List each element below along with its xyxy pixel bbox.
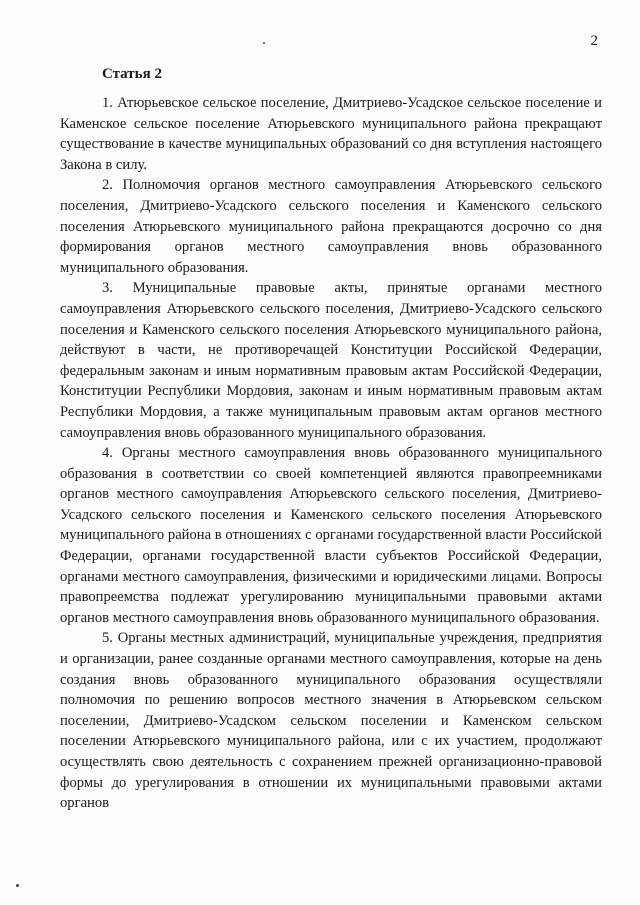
page-number: 2: [590, 33, 598, 49]
scan-speck: [263, 42, 265, 44]
paragraph-4: 4. Органы местного самоуправления вновь образованного муниципального образования в соответствии со своей компетенцией являются правопреемниками органов местного самоуправления Атюрьевского сельского поселения, Дмитриево-Усадского сельского поселения и Каменского сельского поселения Атюрьевского муниципального района в отношениях с органами государственной власти Российской Федерации, органами государственной власти субъектов Российской Федерации, органами местного самоуправления, физическими и юридическими лицами. Вопросы правопреемства подлежат урегулированию муниципальными правовыми актами органов местного самоуправления вновь образованного муниципального образования.: [60, 445, 602, 626]
paragraph-1: 1. Атюрьевское сельское поселение, Дмитриево-Усадское сельское поселение и Каменское сельское поселение Атюрьевского муниципального района прекращают существование в качестве муниципальных образований со дня вступления настоящего Закона в силу.: [60, 95, 602, 173]
paragraph-2: 2. Полномочия органов местного самоуправления Атюрьевского сельского поселения, Дмитриево-Усадского сельского поселения и Каменского сельского поселения Атюрьевского муниципального района прекращаются досрочно со дня формирования органов местного самоуправления вновь образованного муниципального образования.: [60, 177, 602, 276]
paragraph-3: 3. Муниципальные правовые акты, принятые органами местного самоуправления Атюрьевского сельского поселения, Дмитриево-Усадского сельского поселения и Каменского сельского поселения Атюрьевского муниципального района, действуют в части, не противоречащей Конституции Российской Федерации, федеральным законам и иным нормативным правовым актам Российской Федерации, Конституции Республики Мордовия, законам и иным нормативным правовым актам Республики Мордовия, а также муниципальным правовым актам органов местного самоуправления вновь образованного муниципального образования.: [60, 280, 602, 441]
paragraph-5: 5. Органы местных администраций, муниципальные учреждения, предприятия и организации, ранее созданные органами местного самоуправления, которые на день создания вновь образованного муниципального образования осуществляли полномочия по решению вопросов местного значения в Атюрьевском сельском поселении, Дмитриево-Усадском сельском поселении и Каменском сельском поселении Атюрьевского муниципального района, или с их участием, продолжают осуществлять свою деятельность с сохранением прежней организационно-правовой формы до урегулирования в отношении их муниципальными правовыми актами органов: [60, 630, 602, 812]
scan-speck: [454, 318, 456, 320]
scan-speck: [16, 884, 19, 887]
article-title: Статья 2: [102, 66, 162, 82]
article-body: [60, 93, 602, 814]
